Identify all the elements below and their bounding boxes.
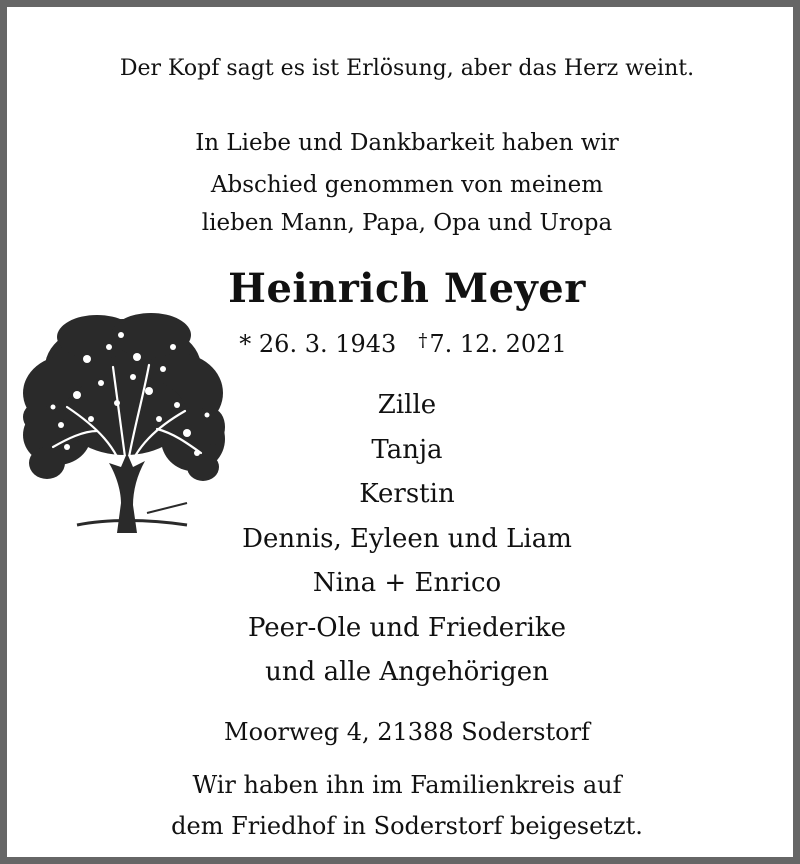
address-text: Moorweg 4, 21388 Soderstorf (224, 718, 590, 746)
death-date: 7. 12. 2021 (429, 330, 567, 358)
burial-note-line: dem Friedhof in Soderstorf beigesetzt. (171, 812, 643, 840)
family-member: Dennis, Eyleen und Liam (242, 523, 572, 554)
burial-note-line: Wir haben ihn im Familienkreis auf (192, 771, 622, 799)
family-list (197, 383, 617, 695)
deceased-name: Heinrich Meyer (228, 265, 586, 312)
intro-line: In Liebe und Dankbarkeit haben wir (195, 130, 619, 156)
life-dates (221, 330, 585, 358)
intro-line: lieben Mann, Papa, Opa und Uropa (201, 210, 613, 236)
family-member: Nina + Enrico (312, 568, 502, 598)
family-member: Peer-Ole und Friederike (247, 612, 567, 643)
birth-date: * 26. 3. 1943 (239, 330, 397, 358)
family-member: Tanja (371, 434, 443, 465)
family-member: Kerstin (359, 479, 455, 509)
family-member: Zille (377, 390, 437, 420)
intro-line: Abschied genommen von meinem (210, 172, 604, 198)
quote-text: Der Kopf sagt es ist Erlösung, aber das Herz weint. (119, 56, 695, 81)
family-member: und alle Angehörigen (265, 657, 549, 687)
death-cross-icon: † (418, 330, 428, 351)
